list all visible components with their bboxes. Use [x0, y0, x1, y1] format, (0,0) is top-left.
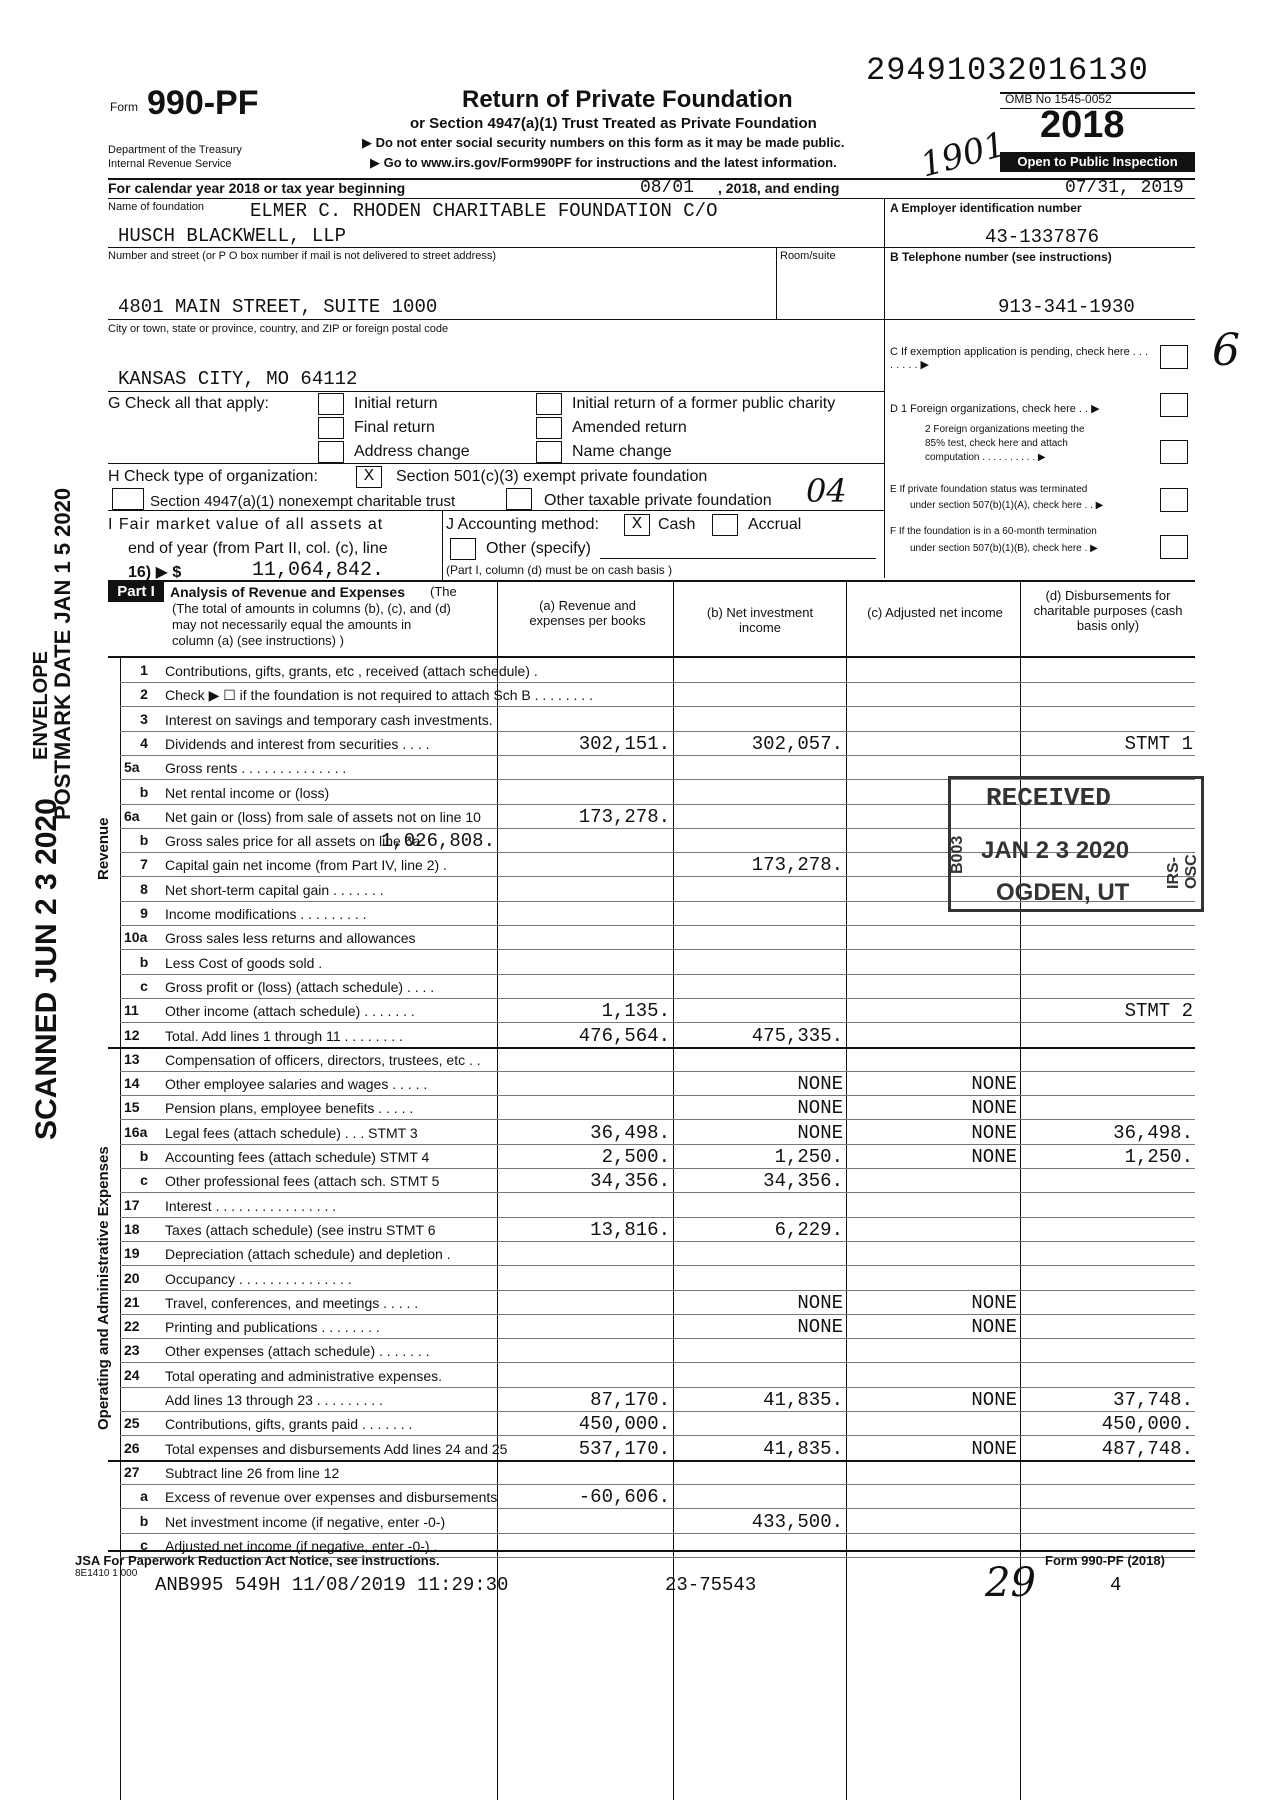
row-number: 4 [140, 735, 148, 751]
omb-number: OMB No 1545-0052 [1005, 92, 1112, 106]
cell-col-a: 1,135. [601, 1000, 670, 1022]
row-label: Total expenses and disbursements Add lines 24 and 25 [165, 1441, 508, 1457]
cell-col-b: 34,356. [763, 1170, 843, 1192]
table-row [0, 731, 1280, 755]
stamp-city: OGDEN, UT [996, 879, 1130, 906]
table-row [0, 658, 1280, 682]
row-label: Net gain or (loss) from sale of assets not on line 10 [165, 809, 481, 825]
row-label: Taxes (attach schedule) (see instru STMT 6 [165, 1222, 436, 1238]
row-number: 17 [124, 1197, 140, 1213]
row-label: Legal fees (attach schedule) . . . STMT 3 [165, 1125, 418, 1141]
table-row [0, 1144, 1280, 1168]
cash-checkbox[interactable]: X [624, 514, 650, 536]
row-number: c [140, 978, 148, 994]
row-number: 7 [140, 856, 148, 872]
cell-col-b: 433,500. [751, 1511, 843, 1533]
line-d2-label-2: 85% test, check here and attach [925, 438, 1068, 449]
cell-col-a: 13,816. [590, 1219, 670, 1241]
row-label: Contributions, gifts, grants paid . . . . . . . [165, 1416, 413, 1432]
table-row [0, 707, 1280, 731]
cell-col-d: 37,748. [1113, 1389, 1193, 1411]
table-row [0, 1047, 1280, 1071]
row-number: c [140, 1537, 148, 1553]
line-d1-checkbox[interactable] [1160, 393, 1188, 417]
open-to-public-badge: Open to Public Inspection [1000, 152, 1195, 172]
table-row [0, 1193, 1280, 1217]
cell-col-c: NONE [971, 1316, 1017, 1338]
part1-title: Analysis of Revenue and Expenses [170, 584, 405, 600]
table-row [0, 1168, 1280, 1192]
ein-value: 43-1337876 [985, 226, 1100, 248]
section-divider [108, 1460, 1195, 1462]
row-number: 23 [124, 1342, 140, 1358]
cell-col-d: 1,250. [1124, 1146, 1193, 1168]
cell-col-c: NONE [971, 1122, 1017, 1144]
stamp-irs: IRS-OSC [1165, 854, 1200, 889]
row-label: Add lines 13 through 23 . . . . . . . . . [165, 1392, 383, 1408]
footer-code: 8E1410 1 000 [75, 1568, 138, 1579]
table-row [0, 1460, 1280, 1484]
cell-col-b: 41,835. [763, 1438, 843, 1460]
row-number: 13 [124, 1051, 140, 1067]
table-row [0, 1484, 1280, 1508]
row-number: b [139, 784, 149, 800]
footer-notice: JSA For Paperwork Reduction Act Notice, see instructions. [75, 1553, 440, 1568]
row-number: a [140, 1488, 148, 1504]
cell-col-b: 475,335. [751, 1025, 843, 1047]
row-number: 6a [124, 808, 140, 824]
row-number: 20 [124, 1270, 140, 1286]
row-number: 19 [124, 1245, 140, 1261]
line-c-checkbox[interactable] [1160, 345, 1188, 369]
table-row [0, 1509, 1280, 1533]
line-d2-label-1: 2 Foreign organizations meeting the [925, 424, 1085, 435]
handwritten-1901: 1901 [916, 124, 1011, 186]
other-method-label: Other (specify) [486, 540, 591, 557]
row-label: Income modifications . . . . . . . . . [165, 906, 367, 922]
row-label: Net short-term capital gain . . . . . . . [165, 882, 384, 898]
cell-col-b: NONE [797, 1292, 843, 1314]
amended-return-label: Amended return [572, 419, 687, 436]
line-f-checkbox[interactable] [1160, 535, 1188, 559]
cash-basis-note: (Part I, column (d) must be on cash basis ) [446, 563, 673, 577]
cell-col-a: 36,498. [590, 1122, 670, 1144]
cell-col-a: 87,170. [590, 1389, 670, 1411]
cell-col-c: NONE [971, 1292, 1017, 1314]
ssn-notice: ▶ Do not enter social security numbers on this form as it may be made public. [362, 135, 845, 150]
line-f-label-1: F If the foundation is in a 60-month termination [890, 526, 1097, 537]
col-d-header: (d) Disbursements for charitable purposes (cash basis only) [1033, 588, 1183, 633]
phone-label: B Telephone number (see instructions) [890, 250, 1112, 264]
line-f-label-2: under section 507(b)(1)(B), check here . ▶ [910, 543, 1098, 554]
row-label: Other professional fees (attach sch. STMT 5 [165, 1173, 440, 1189]
city-address: KANSAS CITY, MO 64112 [118, 368, 358, 390]
calendar-label: For calendar year 2018 or tax year beginning [108, 180, 406, 196]
accrual-label: Accrual [748, 516, 802, 533]
row-number: 9 [140, 905, 148, 921]
col-c-header: (c) Adjusted net income [867, 605, 1003, 620]
dept-line-2: Internal Revenue Service [108, 158, 232, 170]
row-label: Accounting fees (attach schedule) STMT 4 [165, 1149, 430, 1165]
row-label: Travel, conferences, and meetings . . . . . [165, 1295, 419, 1311]
cell-col-a: 34,356. [590, 1170, 670, 1192]
stamp-date: JAN 2 3 2020 [981, 837, 1130, 864]
row-number: 18 [124, 1221, 140, 1237]
table-row [0, 1411, 1280, 1435]
name-label: Name of foundation [108, 201, 205, 213]
cash-label: Cash [658, 516, 696, 533]
line-d2-checkbox[interactable] [1160, 440, 1188, 464]
cell-col-d: STMT 2 [1124, 1000, 1193, 1022]
address-change-checkbox[interactable] [318, 441, 344, 463]
tax-year-begin: 08/01 [640, 178, 695, 198]
cell-col-a: 537,170. [578, 1438, 670, 1460]
line-j-label: J Accounting method: [446, 516, 599, 533]
table-row [0, 1023, 1280, 1047]
table-row [0, 1217, 1280, 1241]
line-c-label: C If exemption application is pending, check here . . . . . . . . ▶ [890, 346, 1149, 371]
row-label: Compensation of officers, directors, trustees, etc . . [165, 1052, 481, 1068]
other-method-checkbox[interactable] [450, 538, 476, 560]
accrual-checkbox[interactable] [712, 514, 738, 536]
former-public-charity-checkbox[interactable] [536, 393, 562, 415]
row-label: Net rental income or (loss) [165, 785, 330, 801]
tax-year-end: 07/31, 2019 [1065, 178, 1184, 198]
table-row [0, 1387, 1280, 1411]
cell-col-a: 476,564. [578, 1025, 670, 1047]
row-number: 21 [124, 1294, 140, 1310]
form-label: Form [110, 100, 138, 114]
row-number: b [139, 1148, 149, 1164]
tax-year: 2018 [1040, 104, 1125, 146]
table-row [0, 1314, 1280, 1338]
table-row [0, 1338, 1280, 1362]
cell-col-c: NONE [971, 1073, 1017, 1095]
table-row [0, 1071, 1280, 1095]
postmark-label: POSTMARK DATE JAN 1 5 2020 [50, 487, 75, 820]
row-number: 14 [124, 1075, 140, 1091]
received-stamp [948, 776, 1204, 912]
cell-col-b: 6,229. [774, 1219, 843, 1241]
row-label: Interest on savings and temporary cash investments. [165, 712, 493, 728]
part1-desc-3: column (a) (see instructions) ) [172, 633, 344, 648]
street-label: Number and street (or P O box number if mail is not delivered to street address) [108, 250, 497, 262]
cell-col-b: NONE [797, 1316, 843, 1338]
line-i-label-1: I Fair market value of all assets at [108, 516, 384, 533]
row-label: Gross profit or (loss) (attach schedule) . . . . [165, 979, 435, 995]
footer-id: ANB995 549H 11/08/2019 11:29:30 [155, 1574, 509, 1596]
line-e-label-1: E If private foundation status was terminated [890, 484, 1088, 495]
calendar-mid: , 2018, and ending [718, 180, 840, 196]
row-number: b [139, 954, 149, 970]
row-number: b [139, 1513, 149, 1529]
row-label: Total operating and administrative expenses. [165, 1368, 443, 1384]
handwritten-29: 29 [985, 1560, 1036, 1606]
row-number: 10a [124, 929, 148, 945]
col-a-header: (a) Revenue and expenses per books [529, 598, 646, 628]
instructions-notice: ▶ Go to www.irs.gov/Form990PF for instructions and the latest information. [370, 155, 837, 170]
row-number: 25 [124, 1415, 140, 1431]
cell-col-d: 36,498. [1113, 1122, 1193, 1144]
dln-number: 29491032016130 [866, 52, 1149, 89]
cell-col-a: 450,000. [578, 1413, 670, 1435]
initial-return-label: Initial return [354, 395, 438, 412]
table-row [0, 1266, 1280, 1290]
cell-col-b: 302,057. [751, 733, 843, 755]
row-label: Interest . . . . . . . . . . . . . . . . [165, 1198, 337, 1214]
table-row [0, 682, 1280, 706]
row-number: 24 [124, 1367, 140, 1383]
table-row [0, 1120, 1280, 1144]
cell-col-b: 41,835. [763, 1389, 843, 1411]
part1-tag: Part I [108, 582, 164, 602]
name-change-checkbox[interactable] [536, 441, 562, 463]
row-label: Printing and publications . . . . . . . . [165, 1319, 380, 1335]
room-label: Room/suite [780, 250, 836, 262]
other-taxable-label: Other taxable private foundation [544, 492, 772, 509]
table-row [0, 1241, 1280, 1265]
row-label: Contributions, gifts, grants, etc , received (attach schedule) . [165, 663, 538, 679]
row-inline-value: 1,026,808. [380, 830, 495, 852]
cell-col-b: 173,278. [751, 854, 843, 876]
cell-col-a: 2,500. [601, 1146, 670, 1168]
table-row [0, 1436, 1280, 1460]
line-e-label-2: under section 507(b)(1)(A), check here . . ▶ [910, 500, 1104, 511]
name-change-label: Name change [572, 443, 672, 460]
table-row [0, 925, 1280, 949]
row-number: 5a [124, 759, 140, 775]
line-d2-label-3: computation . . . . . . . . . . ▶ [925, 452, 1046, 463]
row-label: Net investment income (if negative, enter -0-) [165, 1514, 446, 1530]
row-label: Subtract line 26 from line 12 [165, 1465, 340, 1481]
part1-desc-2: may not necessarily equal the amounts in [172, 617, 412, 632]
stamp-received: RECEIVED [986, 783, 1111, 813]
part1-desc-1: (The total of amounts in columns (b), (c), and (d) [172, 601, 451, 616]
row-number: 27 [124, 1464, 140, 1480]
row-number: c [140, 1172, 148, 1188]
cell-col-c: NONE [971, 1146, 1017, 1168]
cell-col-b: 1,250. [774, 1146, 843, 1168]
revenue-side-label: Revenue [95, 817, 112, 880]
ein-label: A Employer identification number [890, 201, 1082, 215]
row-label: Gross sales price for all assets on line 6a [165, 833, 421, 849]
table-row [0, 1290, 1280, 1314]
table-row [0, 998, 1280, 1022]
row-label: Other expenses (attach schedule) . . . . . . . [165, 1343, 430, 1359]
row-number: 8 [140, 881, 148, 897]
table-row [0, 1363, 1280, 1387]
501c3-label: Section 501(c)(3) exempt private foundation [396, 468, 708, 485]
cell-col-d: 450,000. [1101, 1413, 1193, 1435]
row-label: Check ▶ ☐ if the foundation is not required to attach Sch B . . . . . . . . [165, 687, 593, 703]
footer-mid: 23-75543 [665, 1574, 757, 1596]
foundation-name-1: ELMER C. RHODEN CHARITABLE FOUNDATION C/O [250, 200, 718, 222]
cell-col-d: 487,748. [1101, 1438, 1193, 1460]
address-change-label: Address change [354, 443, 470, 460]
cell-col-b: NONE [797, 1122, 843, 1144]
line-i-label-3: 16) ▶ $ [128, 564, 182, 581]
amended-return-checkbox[interactable] [536, 417, 562, 439]
row-label: Other employee salaries and wages . . . . . [165, 1076, 428, 1092]
scanned-stamp: SCANNED JUN 2 3 2020 [30, 798, 63, 1140]
form-number: 990-PF [147, 84, 259, 122]
fair-market-value: 11,064,842. [252, 559, 385, 582]
former-public-charity-label: Initial return of a former public charity [572, 395, 836, 412]
line-g-label: G Check all that apply: [108, 395, 269, 412]
final-return-checkbox[interactable] [318, 417, 344, 439]
cell-col-a: 302,151. [578, 733, 670, 755]
stamp-code: B003 [949, 835, 966, 874]
row-number: 15 [124, 1099, 140, 1115]
row-label: Other income (attach schedule) . . . . . . . [165, 1003, 415, 1019]
line-i-label-2: end of year (from Part II, col. (c), line [128, 540, 388, 557]
row-label: Excess of revenue over expenses and disbursements [165, 1489, 498, 1505]
row-label: Gross rents . . . . . . . . . . . . . . [165, 760, 347, 776]
envelope-label: ENVELOPE [30, 651, 52, 760]
phone-value: 913-341-1930 [998, 296, 1135, 318]
row-number: 2 [140, 686, 148, 702]
handwritten-04: 04 [806, 472, 847, 510]
row-number: 16a [124, 1124, 148, 1140]
city-label: City or town, state or province, country, and ZIP or foreign postal code [108, 323, 449, 335]
row-number: 3 [140, 711, 148, 727]
handwritten-6: 6 [1212, 325, 1240, 376]
table-row [0, 950, 1280, 974]
street-address: 4801 MAIN STREET, SUITE 1000 [118, 296, 438, 318]
section-divider [108, 1047, 1195, 1049]
row-label: Dividends and interest from securities . . . . [165, 736, 430, 752]
initial-return-checkbox[interactable] [318, 393, 344, 415]
row-number: 12 [124, 1027, 140, 1043]
4947-checkbox[interactable] [112, 488, 144, 510]
row-label: Occupancy . . . . . . . . . . . . . . . [165, 1271, 352, 1287]
row-label: Less Cost of goods sold . [165, 955, 323, 971]
row-label: Total. Add lines 1 through 11 . . . . . . . . [165, 1028, 403, 1044]
row-number: 26 [124, 1440, 140, 1456]
form-title: Return of Private Foundation [462, 86, 793, 113]
row-number: 22 [124, 1318, 140, 1334]
row-label: Pension plans, employee benefits . . . . . [165, 1100, 414, 1116]
footer-page: 4 [1110, 1574, 1122, 1596]
form-subtitle: or Section 4947(a)(1) Trust Treated as Private Foundation [410, 115, 817, 132]
final-return-label: Final return [354, 419, 435, 436]
row-label: Gross sales less returns and allowances [165, 930, 416, 946]
row-label: Adjusted net income (if negative, enter -0-) . [165, 1538, 438, 1554]
col-b-header: (b) Net investment income [706, 605, 814, 635]
cell-col-c: NONE [971, 1389, 1017, 1411]
501c3-checkbox[interactable]: X [356, 466, 382, 488]
other-taxable-checkbox[interactable] [506, 488, 532, 510]
table-row [0, 1095, 1280, 1119]
foundation-name-2: HUSCH BLACKWELL, LLP [118, 225, 347, 247]
footer-form: Form 990-PF (2018) [1045, 1553, 1165, 1568]
cell-col-b: NONE [797, 1073, 843, 1095]
4947-label: Section 4947(a)(1) nonexempt charitable trust [150, 493, 456, 510]
cell-col-d: STMT 1 [1124, 733, 1193, 755]
row-label: Depreciation (attach schedule) and depletion . [165, 1246, 451, 1262]
cell-col-b: NONE [797, 1097, 843, 1119]
cell-col-a: 173,278. [578, 806, 670, 828]
line-e-checkbox[interactable] [1160, 488, 1188, 512]
expenses-side-label: Operating and Administrative Expenses [95, 1146, 112, 1430]
cell-col-c: NONE [971, 1097, 1017, 1119]
line-d1-label: D 1 Foreign organizations, check here . . ▶ [890, 403, 1100, 415]
row-number: b [139, 832, 149, 848]
cell-col-c: NONE [971, 1438, 1017, 1460]
row-number: 1 [140, 662, 148, 678]
cell-col-a: -60,606. [578, 1486, 670, 1508]
table-row [0, 974, 1280, 998]
line-h-label: H Check type of organization: [108, 468, 318, 485]
part1-desc-0: (The [430, 584, 457, 599]
dept-line-1: Department of the Treasury [108, 144, 242, 156]
row-number: 11 [124, 1002, 139, 1018]
row-label: Capital gain net income (from Part IV, line 2) . [165, 857, 447, 873]
